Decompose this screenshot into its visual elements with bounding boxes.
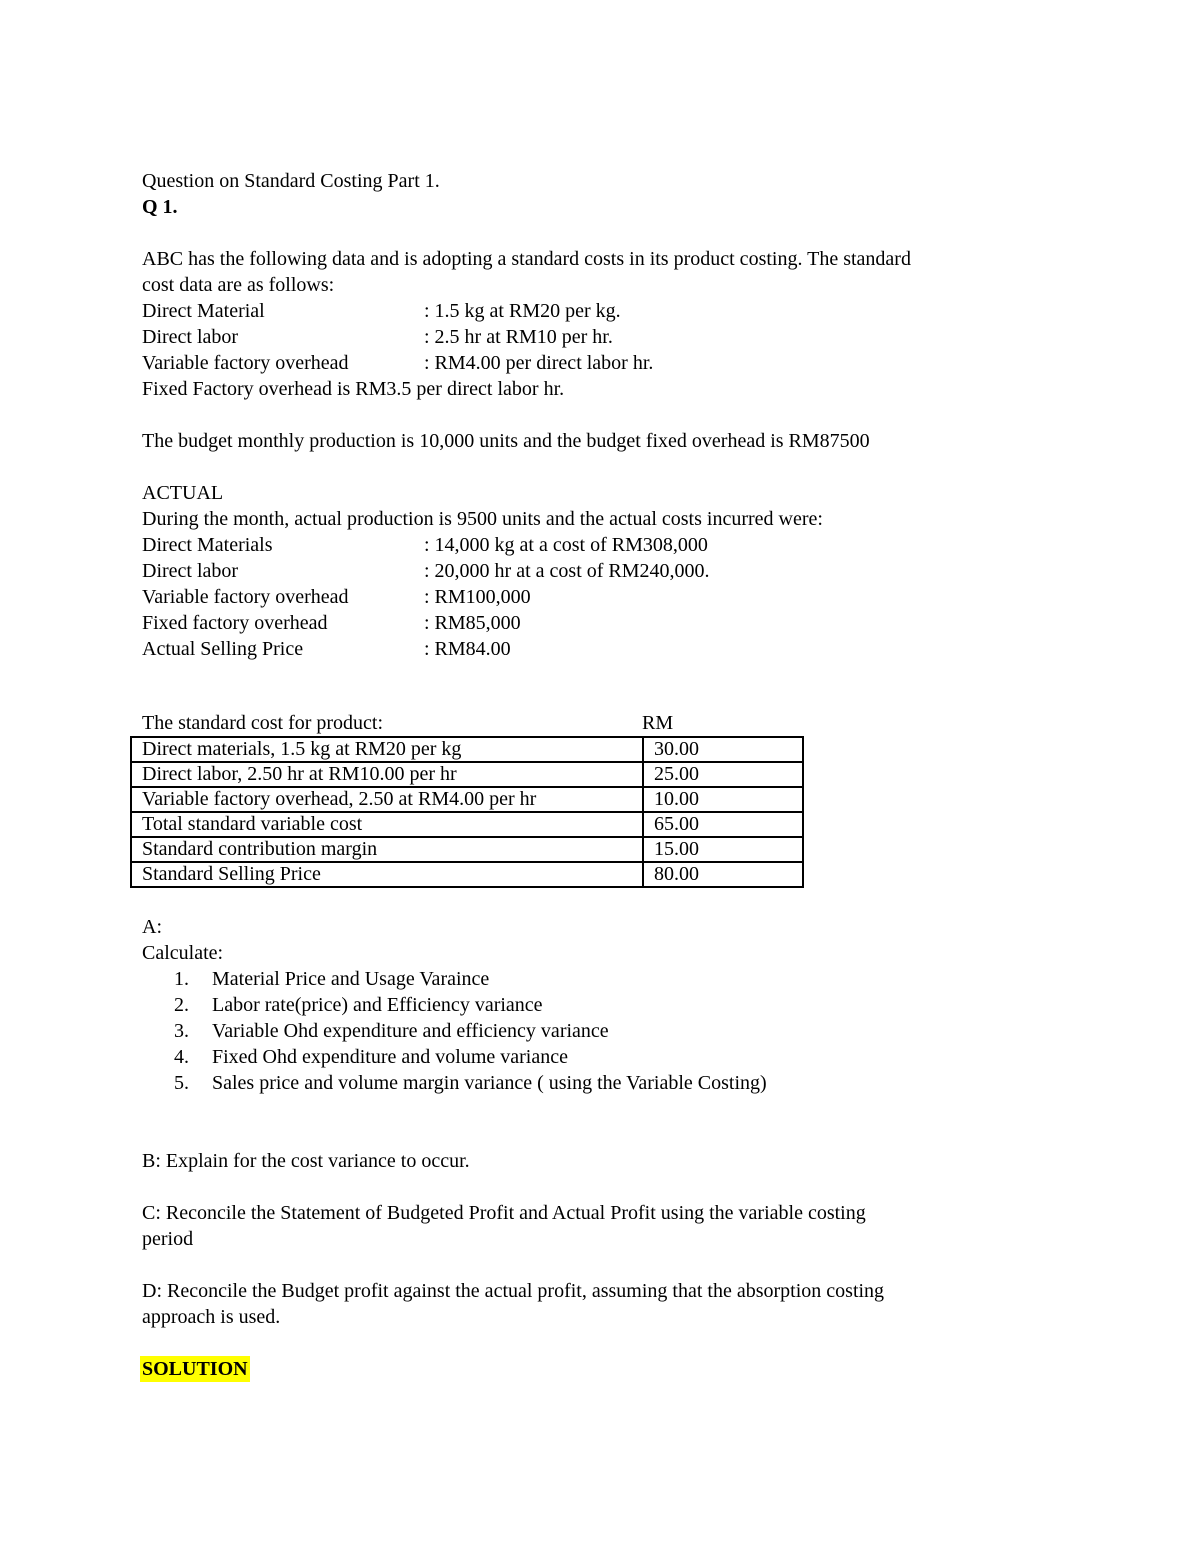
table-cell-amount: 30.00	[643, 737, 803, 762]
list-item-number: 3.	[174, 1020, 189, 1042]
list-item-number: 1.	[174, 968, 189, 990]
list-item	[174, 966, 1062, 992]
part-b-text: B: Explain for the cost variance to occur.	[142, 1150, 470, 1172]
standard-item	[142, 298, 1062, 324]
standard-data-list	[142, 298, 1062, 376]
part-d-line-1: D: Reconcile the Budget profit against the actual profit, assuming that the absorption costing	[142, 1280, 885, 1302]
actual-item	[142, 636, 1062, 662]
amount-column-header: RM	[642, 712, 674, 734]
actual-item-label: Fixed factory overhead	[142, 612, 328, 634]
actual-item-value: : RM84.00	[424, 638, 511, 660]
standard-item-label: Variable factory overhead	[142, 352, 349, 374]
table-row	[131, 737, 803, 762]
standard-item-value: : RM4.00 per direct labor hr.	[424, 352, 654, 374]
solution-row	[142, 1356, 1062, 1382]
part-a-label: A:	[142, 916, 162, 938]
solution-heading: SOLUTION	[142, 1358, 248, 1380]
document-heading: Question on Standard Costing Part 1.	[142, 170, 440, 192]
part-d-line-2: approach is used.	[142, 1306, 281, 1328]
intro-line-1: ABC has the following data and is adopting a standard costs in its product costing. The standard	[142, 248, 911, 270]
actual-item-label: Direct Materials	[142, 534, 273, 556]
table-row	[131, 812, 803, 837]
list-item	[174, 1070, 1062, 1096]
actual-item	[142, 558, 1062, 584]
standard-item	[142, 350, 1062, 376]
actual-item	[142, 584, 1062, 610]
actual-heading: ACTUAL	[142, 482, 224, 504]
table-cell-item: Standard Selling Price	[131, 862, 643, 887]
table-row	[131, 837, 803, 862]
actual-item-label: Direct labor	[142, 560, 239, 582]
actual-item-label: Variable factory overhead	[142, 586, 349, 608]
table-row	[131, 787, 803, 812]
table-cell-amount: 65.00	[643, 812, 803, 837]
fixed-overhead-line: Fixed Factory overhead is RM3.5 per direct labor hr.	[142, 378, 565, 400]
standard-cost-table-header	[142, 710, 1062, 736]
standard-item-label: Direct Material	[142, 300, 265, 322]
list-item-text: Sales price and volume margin variance ( using the Variable Costing)	[212, 1072, 767, 1094]
standard-item-value: : 1.5 kg at RM20 per kg.	[424, 300, 621, 322]
actual-data-list	[142, 532, 1062, 662]
list-item-number: 2.	[174, 994, 189, 1016]
actual-item-value: : 14,000 kg at a cost of RM308,000	[424, 534, 708, 556]
list-item-text: Variable Ohd expenditure and efficiency variance	[212, 1020, 609, 1042]
budget-line: The budget monthly production is 10,000 units and the budget fixed overhead is RM87500	[142, 430, 870, 452]
actual-item-value: : 20,000 hr at a cost of RM240,000.	[424, 560, 710, 582]
standard-cost-caption: The standard cost for product:	[142, 712, 384, 734]
standard-cost-table	[130, 736, 804, 888]
list-item	[174, 1044, 1062, 1070]
actual-item-label: Actual Selling Price	[142, 638, 304, 660]
question-number: Q 1.	[142, 196, 178, 218]
table-cell-amount: 80.00	[643, 862, 803, 887]
list-item-text: Labor rate(price) and Efficiency variance	[212, 994, 543, 1016]
table-row	[131, 762, 803, 787]
part-a-instruction: Calculate:	[142, 942, 224, 964]
table-cell-item: Variable factory overhead, 2.50 at RM4.00 per hr	[131, 787, 643, 812]
document-page	[142, 168, 1062, 1382]
table-cell-amount: 15.00	[643, 837, 803, 862]
actual-item	[142, 532, 1062, 558]
list-item-number: 5.	[174, 1072, 189, 1094]
standard-item-label: Direct labor	[142, 326, 239, 348]
task-list	[142, 966, 1062, 1096]
list-item	[174, 992, 1062, 1018]
standard-item-value: : 2.5 hr at RM10 per hr.	[424, 326, 613, 348]
table-cell-item: Standard contribution margin	[131, 837, 643, 862]
table-cell-amount: 25.00	[643, 762, 803, 787]
table-row	[131, 862, 803, 887]
table-cell-item: Total standard variable cost	[131, 812, 643, 837]
list-item-text: Fixed Ohd expenditure and volume variance	[212, 1046, 568, 1068]
actual-item-value: : RM100,000	[424, 586, 531, 608]
standard-item	[142, 324, 1062, 350]
actual-intro: During the month, actual production is 9500 units and the actual costs incurred were:	[142, 508, 823, 530]
list-item-number: 4.	[174, 1046, 189, 1068]
list-item-text: Material Price and Usage Varaince	[212, 968, 490, 990]
part-c-line-2: period	[142, 1228, 194, 1250]
table-cell-item: Direct materials, 1.5 kg at RM20 per kg	[131, 737, 643, 762]
table-cell-item: Direct labor, 2.50 hr at RM10.00 per hr	[131, 762, 643, 787]
actual-item-value: : RM85,000	[424, 612, 521, 634]
intro-line-2: cost data are as follows:	[142, 274, 335, 296]
table-cell-amount: 10.00	[643, 787, 803, 812]
part-c-line-1: C: Reconcile the Statement of Budgeted Profit and Actual Profit using the variable costing	[142, 1202, 866, 1224]
actual-item	[142, 610, 1062, 636]
list-item	[174, 1018, 1062, 1044]
